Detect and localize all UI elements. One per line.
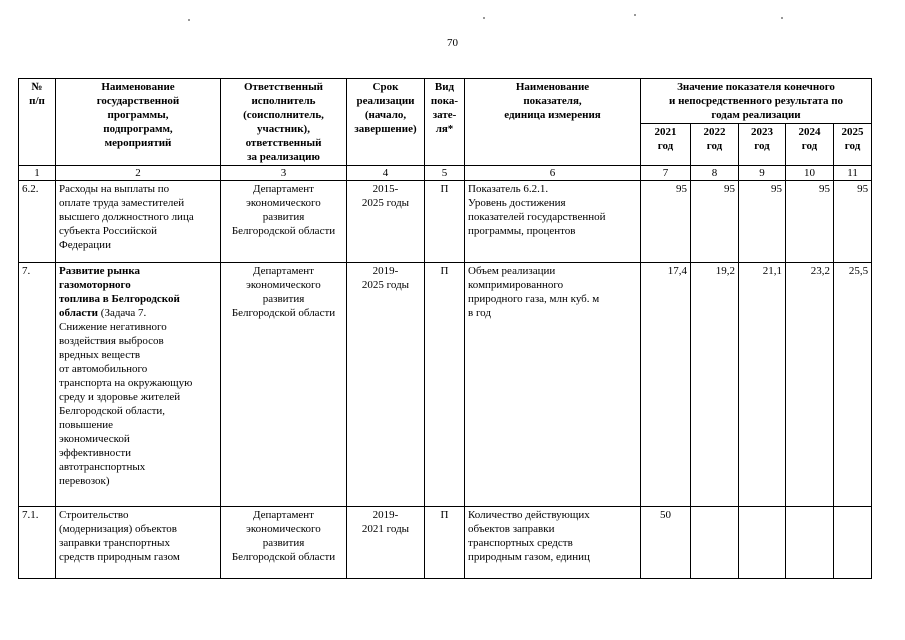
column-number: 6 xyxy=(465,166,641,181)
page-number: 70 xyxy=(447,37,458,49)
row-value-2021: 95 xyxy=(641,181,691,263)
row-value-2024 xyxy=(786,507,834,579)
table-row xyxy=(19,263,872,507)
header-executor: Ответственный исполнитель (соисполнитель, участник), ответственный за реализацию xyxy=(221,79,347,166)
row-executor: Департамент экономического развития Белгородской области xyxy=(221,263,347,507)
row-indicator-name: Количество действующих объектов заправки транспортных средств природным газом, единиц xyxy=(465,507,641,579)
column-number: 10 xyxy=(786,166,834,181)
row-value-2023 xyxy=(739,507,786,579)
header-num: № п/п xyxy=(19,79,56,166)
column-number: 11 xyxy=(834,166,872,181)
row-value-2021: 50 xyxy=(641,507,691,579)
header-year-2021: 2021 год xyxy=(641,124,691,166)
scan-speck xyxy=(634,14,636,16)
column-number: 9 xyxy=(739,166,786,181)
row-program-name xyxy=(56,263,221,507)
header-values-group: Значение показателя конечного и непосредственного результата по годам реализации xyxy=(641,79,872,124)
row-executor: Департамент экономического развития Белгородской области xyxy=(221,507,347,579)
header-year-2022: 2022 год xyxy=(691,124,739,166)
header-period: Срок реализации (начало, завершение) xyxy=(347,79,425,166)
row-value-2022 xyxy=(691,507,739,579)
row-period: 2019- 2025 годы xyxy=(347,263,425,507)
row-indicator-type: П xyxy=(425,181,465,263)
row-program-name-bold: Развитие рынка газомоторного топлива в Белгородской области xyxy=(59,265,180,319)
column-number: 3 xyxy=(221,166,347,181)
row-indicator-type: П xyxy=(425,263,465,507)
scan-speck xyxy=(188,19,190,21)
header-indicator-type: Вид пока- зате- ля* xyxy=(425,79,465,166)
header-indicator-name: Наименование показателя, единица измерения xyxy=(465,79,641,166)
header-year-2024: 2024 год xyxy=(786,124,834,166)
row-num: 6.2. xyxy=(19,181,56,263)
row-num: 7. xyxy=(19,263,56,507)
row-indicator-type: П xyxy=(425,507,465,579)
row-value-2023: 95 xyxy=(739,181,786,263)
row-value-2025 xyxy=(834,507,872,579)
row-value-2021: 17,4 xyxy=(641,263,691,507)
scan-speck xyxy=(781,17,783,19)
row-value-2022: 95 xyxy=(691,181,739,263)
row-value-2024: 23,2 xyxy=(786,263,834,507)
row-executor: Департамент экономического развития Белгородской области xyxy=(221,181,347,263)
row-period: 2019- 2021 годы xyxy=(347,507,425,579)
row-value-2022: 19,2 xyxy=(691,263,739,507)
header-year-2023: 2023 год xyxy=(739,124,786,166)
row-value-2024: 95 xyxy=(786,181,834,263)
column-number: 8 xyxy=(691,166,739,181)
row-program-name: Расходы на выплаты по оплате труда заместителей высшего должностного лица субъекта Российской Федерации xyxy=(56,181,221,263)
header-year-2025: 2025 год xyxy=(834,124,872,166)
row-value-2025: 25,5 xyxy=(834,263,872,507)
table-row xyxy=(19,507,872,579)
row-indicator-name: Показатель 6.2.1. Уровень достижения показателей государственной программы, процентов xyxy=(465,181,641,263)
table-row xyxy=(19,181,872,263)
row-value-2023: 21,1 xyxy=(739,263,786,507)
header-program-name: Наименование государственной программы, подпрограмм, мероприятий xyxy=(56,79,221,166)
column-numbers-row xyxy=(19,166,872,181)
column-number: 4 xyxy=(347,166,425,181)
row-indicator-name: Объем реализации компримированного природного газа, млн куб. м в год xyxy=(465,263,641,507)
row-program-name: Строительство (модернизация) объектов заправки транспортных средств природным газом xyxy=(56,507,221,579)
row-program-name-rest: (Задача 7. Снижение негативного воздействия выбросов вредных веществ от автомобильного транспорта на окружающую среду и здоровье жителей Белгородской области, повышение экономической эффективности автотранспортных перевозок) xyxy=(59,307,193,487)
header-row xyxy=(19,79,872,124)
row-period: 2015- 2025 годы xyxy=(347,181,425,263)
column-number: 7 xyxy=(641,166,691,181)
column-number: 2 xyxy=(56,166,221,181)
column-number: 1 xyxy=(19,166,56,181)
row-num: 7.1. xyxy=(19,507,56,579)
row-value-2025: 95 xyxy=(834,181,872,263)
indicators-table xyxy=(18,78,872,579)
scan-speck xyxy=(483,17,485,19)
column-number: 5 xyxy=(425,166,465,181)
